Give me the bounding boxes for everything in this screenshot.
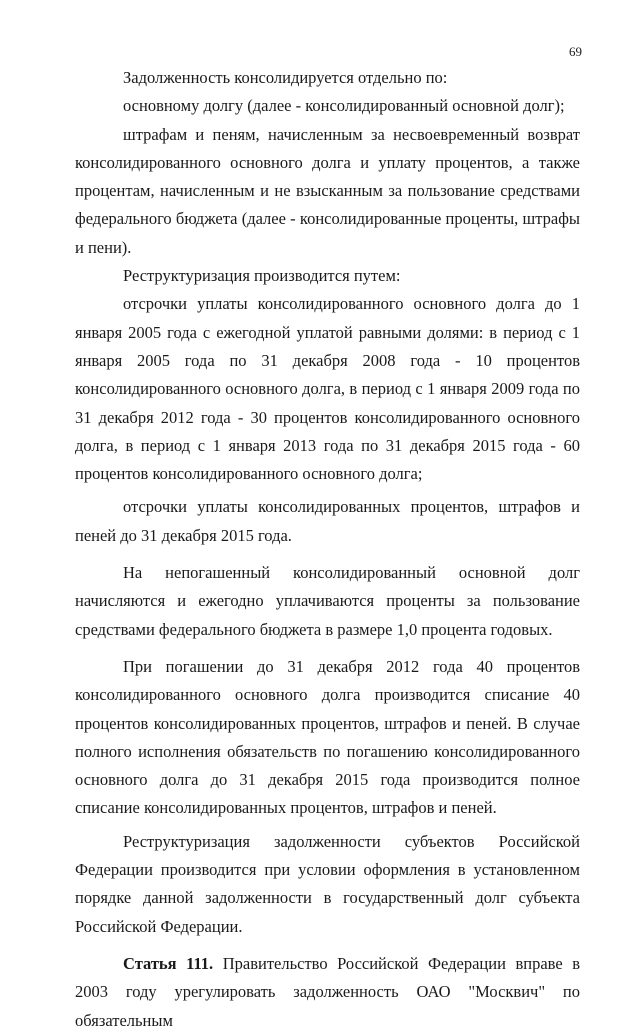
paragraph-principal-debt: основному долгу (далее - консолидированный основной долг);	[123, 96, 565, 116]
paragraph-annual-interest: На непогашенный консолидированный основной долг начисляются и ежегодно уплачиваются проценты за пользование средствами федерального бюджета в размере 1,0 процента годовых.	[75, 563, 580, 639]
paragraph-penalties: штрафам и пеням, начисленным за несвоевременный возврат консолидированного основного долга и уплату процентов, а также процентам, начисленным и не взысканным за пользование средствами федерального бюджета (далее - консолидированные проценты, штрафы и пени).	[75, 124, 580, 257]
paragraph-principal-deferral: отсрочки уплаты консолидированного основного долга до 1 января 2005 года с ежегодной уплатой равными долями: в период с 1 января 2005 года по 31 декабря 2008 года - 10 процентов консолидированного основного долга, в период с 1 января 2009 года по 31 декабря 2012 года - 30 процентов консолидированного основного долга, в период с 1 января 2013 года по 31 декабря 2015 года - 60 процентов консолидированного основного долга;	[75, 294, 580, 484]
article-text: Правительство Российской Федерации вправе в 2003 году урегулировать задолженность ОАО "Москвич" по обязательным	[75, 953, 581, 1030]
document-body	[75, 64, 580, 1035]
page-number: 69	[569, 44, 582, 59]
paragraph-interest-deferral: отсрочки уплаты консолидированных процентов, штрафов и пеней до 31 декабря 2015 года.	[75, 497, 580, 545]
paragraph-debt-consolidation: Задолженность консолидируется отдельно по:	[123, 68, 448, 87]
article-heading: Статья 111.	[123, 953, 214, 973]
paragraph-restructuring-method: Реструктуризация производится путем:	[123, 266, 401, 286]
paragraph-article-111	[75, 950, 580, 1035]
paragraph-condition: Реструктуризация задолженности субъектов Российской Федерации производится при условии оформления в установленном порядке данной задолженности в государственный долг субъекта Российской Федерации.	[75, 831, 580, 936]
paragraph-write-off: При погашении до 31 декабря 2012 года 40 процентов консолидированного основного долга производится списание 40 процентов консолидированных процентов, штрафов и пеней. В случае полного исполнения обязательств по погашению консолидированного основного долга до 31 декабря 2015 года производится полное списание консолидированных процентов, штрафов и пеней.	[75, 656, 580, 818]
